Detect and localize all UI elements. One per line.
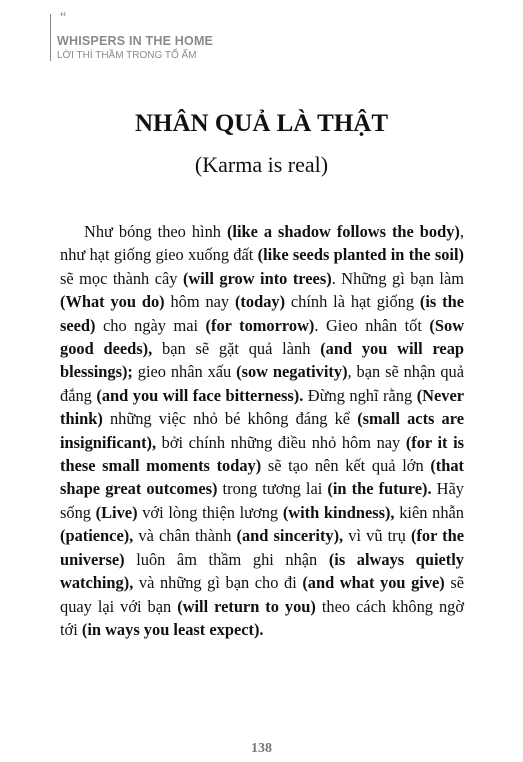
english-gloss: (is the seed): [60, 292, 464, 335]
english-gloss: (like a shadow follows the body): [226, 222, 460, 241]
vietnamese-text: chính là hạt giống: [285, 292, 420, 312]
vietnamese-text: sẽ mọc thành cây: [60, 268, 183, 288]
vietnamese-text: bạn sẽ gặt quả lành: [152, 339, 321, 359]
english-gloss: (for it is these small moments today): [60, 432, 464, 476]
english-gloss: (What you do): [60, 292, 165, 312]
english-gloss: (that shape great outcomes): [60, 456, 464, 499]
english-gloss: (sow negativity): [236, 362, 348, 382]
chapter-title: NHÂN QUẢ LÀ THẬT: [134, 110, 389, 137]
vietnamese-text: Hãy sống: [60, 479, 464, 522]
vietnamese-text: hôm nay: [164, 292, 235, 312]
english-gloss: (will return to you): [177, 596, 316, 616]
book-title: WHISPERS IN THE HOME: [57, 34, 214, 48]
english-gloss: (for tomorrow): [205, 315, 315, 335]
english-gloss: (like seeds planted in the soil): [257, 245, 464, 265]
english-gloss: (with kindness),: [282, 502, 395, 522]
english-gloss: (and what you give): [302, 573, 445, 593]
english-gloss: (Sow good deeds),: [60, 315, 465, 359]
english-gloss: (patience),: [60, 526, 134, 546]
vietnamese-text: cho ngày mai: [95, 315, 206, 335]
vietnamese-text: luôn âm thầm ghi nhận: [124, 549, 329, 569]
body-paragraph: [60, 220, 464, 641]
running-header: [50, 14, 213, 61]
vietnamese-text: theo cách không ngờ tới: [60, 596, 465, 639]
vietnamese-text: sẽ tạo nên kết quả lớn: [261, 456, 431, 476]
english-gloss: (Live): [95, 502, 138, 522]
vietnamese-text: những việc nhỏ bé không đáng kể: [102, 409, 358, 429]
vietnamese-text: sẽ quay lại với bạn: [60, 573, 464, 616]
vietnamese-text: kiên nhẫn: [394, 502, 464, 522]
english-gloss: (small acts are insignificant),: [60, 409, 464, 452]
vietnamese-text: Như bóng theo hình: [84, 222, 227, 241]
english-gloss: (and sincerity),: [236, 526, 344, 546]
page-number: 138: [251, 741, 272, 756]
vietnamese-text: trong tương lai: [217, 479, 328, 499]
vietnamese-text: . Những gì bạn làm: [331, 268, 464, 288]
vietnamese-text: , bạn sẽ nhận quả đắng: [60, 362, 464, 405]
english-gloss: (for the universe): [60, 526, 464, 569]
english-gloss: (and you will face bitterness).: [96, 385, 304, 405]
english-gloss: (today): [234, 292, 286, 312]
chapter-subtitle: (Karma is real): [194, 152, 329, 177]
vietnamese-text: vì vũ trụ: [343, 526, 411, 546]
english-gloss: (will grow into trees): [182, 268, 332, 288]
english-gloss: (Never think): [60, 385, 465, 429]
vietnamese-text: với lòng thiện lương: [137, 502, 283, 522]
english-gloss: (in the future).: [327, 479, 432, 499]
book-subtitle: LỜI THÌ THẦM TRONG TỔ ẤM: [57, 50, 197, 61]
vietnamese-text: và chân thành: [133, 526, 237, 546]
english-gloss: (in ways you least expect).: [81, 619, 264, 639]
vietnamese-text: và những gì bạn cho đi: [133, 573, 303, 593]
vietnamese-text: bởi chính những điều nhỏ hôm nay: [156, 432, 406, 452]
english-gloss: (and you will reap blessings);: [60, 339, 465, 382]
vietnamese-text: . Gieo nhân tốt: [314, 315, 430, 335]
vietnamese-text: Đừng nghĩ rằng: [303, 385, 417, 405]
english-gloss: (is always quietly watching),: [60, 549, 464, 593]
vietnamese-text: , như hạt giống gieo xuống đất: [60, 222, 464, 265]
vietnamese-text: gieo nhân xấu: [132, 362, 237, 382]
quote-mark: “: [60, 10, 67, 25]
